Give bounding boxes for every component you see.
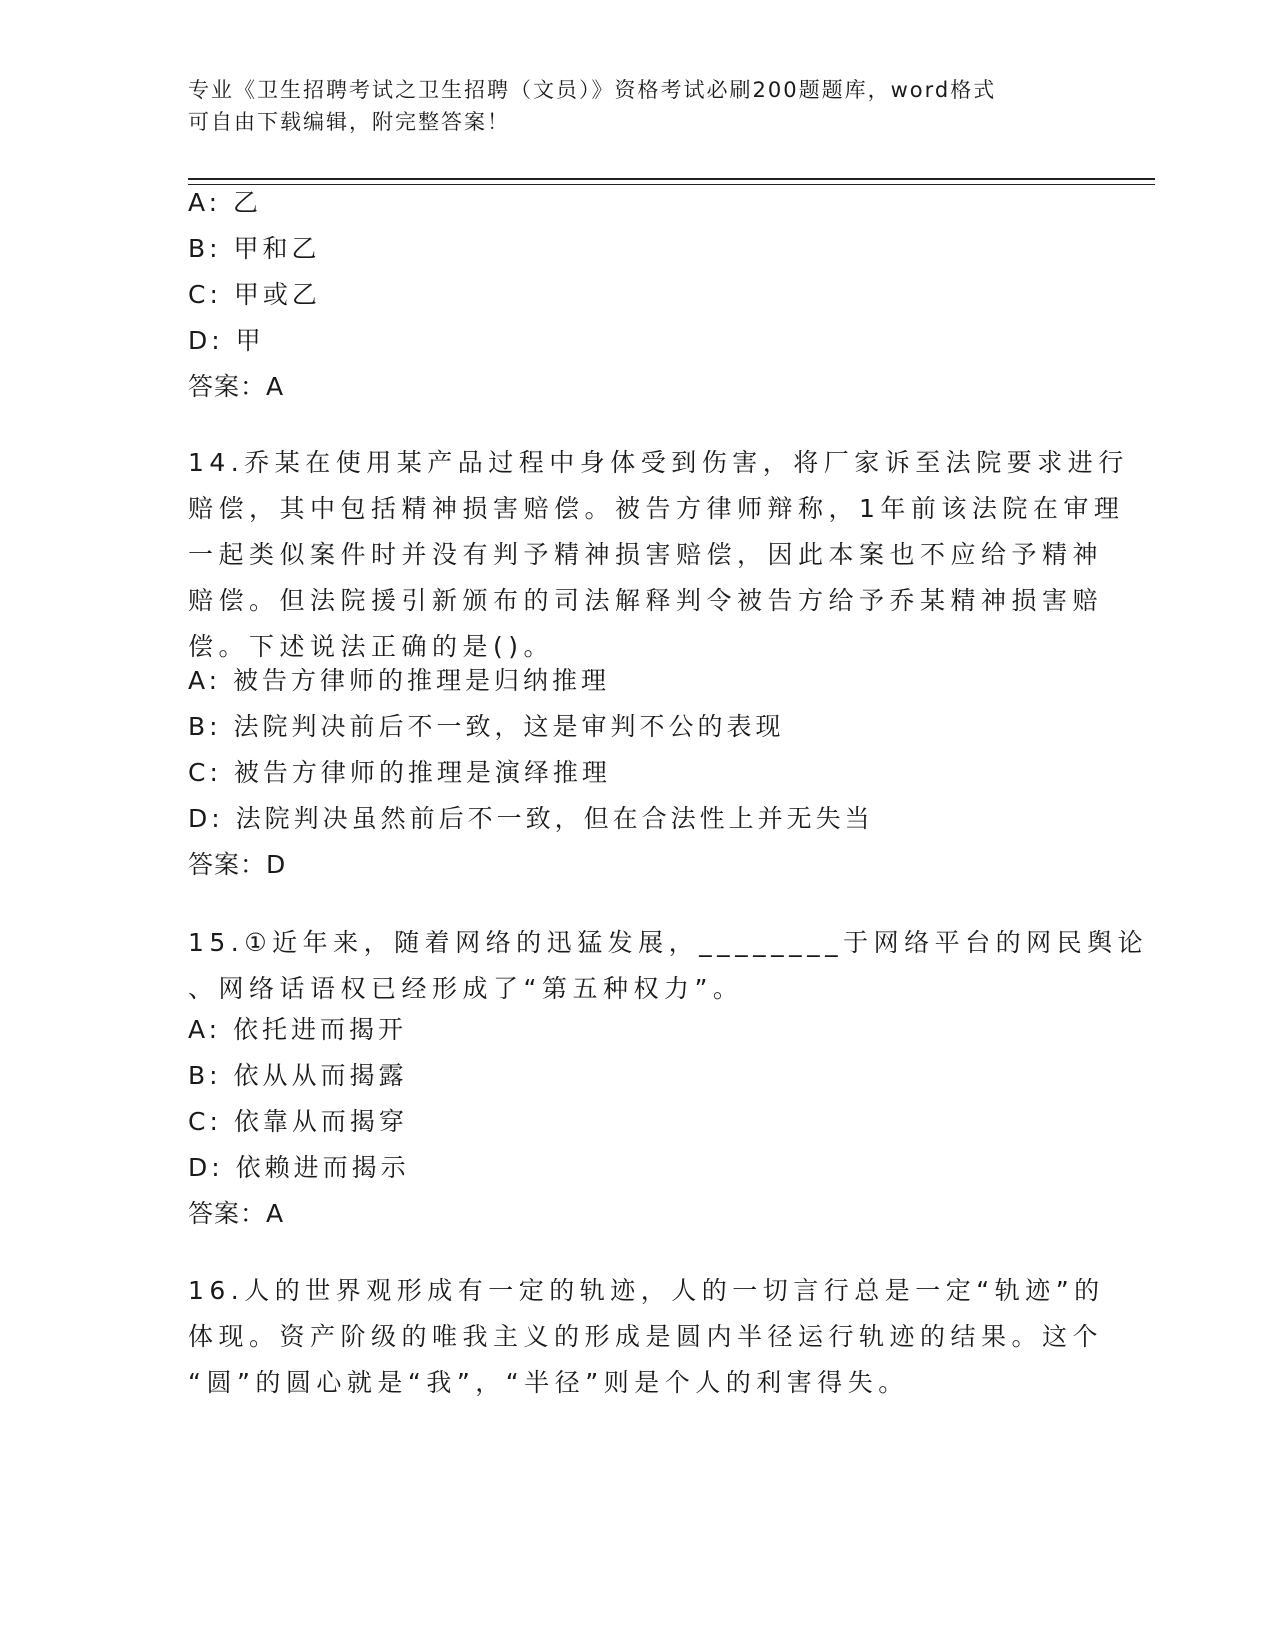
option-a: A: 被告方律师的推理是归纳推理	[188, 666, 611, 695]
question-text-line: 16.人的世界观形成有一定的轨迹，人的一切言行总是一定“轨迹”的	[188, 1276, 1105, 1305]
question-15-block	[188, 920, 1149, 1012]
question-13-block	[188, 180, 1088, 410]
question-text-line: 14.乔某在使用某产品过程中身体受到伤害，将厂家诉至法院要求进行	[188, 448, 1129, 477]
option-d: D: 法院判决虽然前后不一致，但在合法性上并无失当	[188, 804, 874, 833]
question-16-block	[188, 1268, 1105, 1406]
option-c: C: 甲或乙	[188, 280, 321, 309]
option-c: C: 依靠从而揭穿	[188, 1107, 408, 1136]
page-header	[188, 74, 1088, 138]
option-a: A: 乙	[188, 188, 263, 217]
question-text-line: “圆”的圆心就是“我”，“半径”则是个人的利害得失。	[188, 1368, 909, 1397]
question-text-line: 、网络话语权已经形成了“第五种权力”。	[188, 974, 744, 1003]
option-c: C: 被告方律师的推理是演绎推理	[188, 758, 611, 787]
question-14-options	[188, 658, 1088, 888]
option-d: D: 甲	[188, 326, 265, 355]
question-text-line: 体现。资产阶级的唯我主义的形成是圆内半径运行轨迹的结果。这个	[188, 1322, 1104, 1351]
answer-label: 答案：A	[188, 1199, 285, 1228]
question-text-line: 赔偿，其中包括精神损害赔偿。被告方律师辩称，1年前该法院在审理	[188, 494, 1125, 523]
header-line-1: 专业《卫生招聘考试之卫生招聘（文员）》资格考试必刷200题题库，word格式	[188, 78, 997, 102]
question-15-options	[188, 1007, 1088, 1237]
question-text-line: 一起类似案件时并没有判予精神损害赔偿，因此本案也不应给予精神	[188, 540, 1104, 569]
answer-label: 答案：D	[188, 850, 287, 879]
option-b: B: 甲和乙	[188, 234, 321, 263]
question-text-line: 赔偿。但法院援引新颁布的司法解释判令被告方给予乔某精神损害赔	[188, 586, 1104, 615]
answer-label: 答案：A	[188, 372, 285, 401]
question-text-line: 偿。下述说法正确的是()。	[188, 632, 555, 661]
option-a: A: 依托进而揭开	[188, 1015, 408, 1044]
header-line-2: 可自由下载编辑，附完整答案！	[188, 110, 510, 134]
option-d: D: 依赖进而揭示	[188, 1153, 410, 1182]
option-b: B: 法院判决前后不一致，这是审判不公的表现	[188, 712, 785, 741]
option-b: B: 依从从而揭露	[188, 1061, 408, 1090]
question-text-line: 15.①近年来，随着网络的迅猛发展，________于网络平台的网民舆论	[188, 928, 1149, 957]
question-14-block	[188, 440, 1129, 670]
